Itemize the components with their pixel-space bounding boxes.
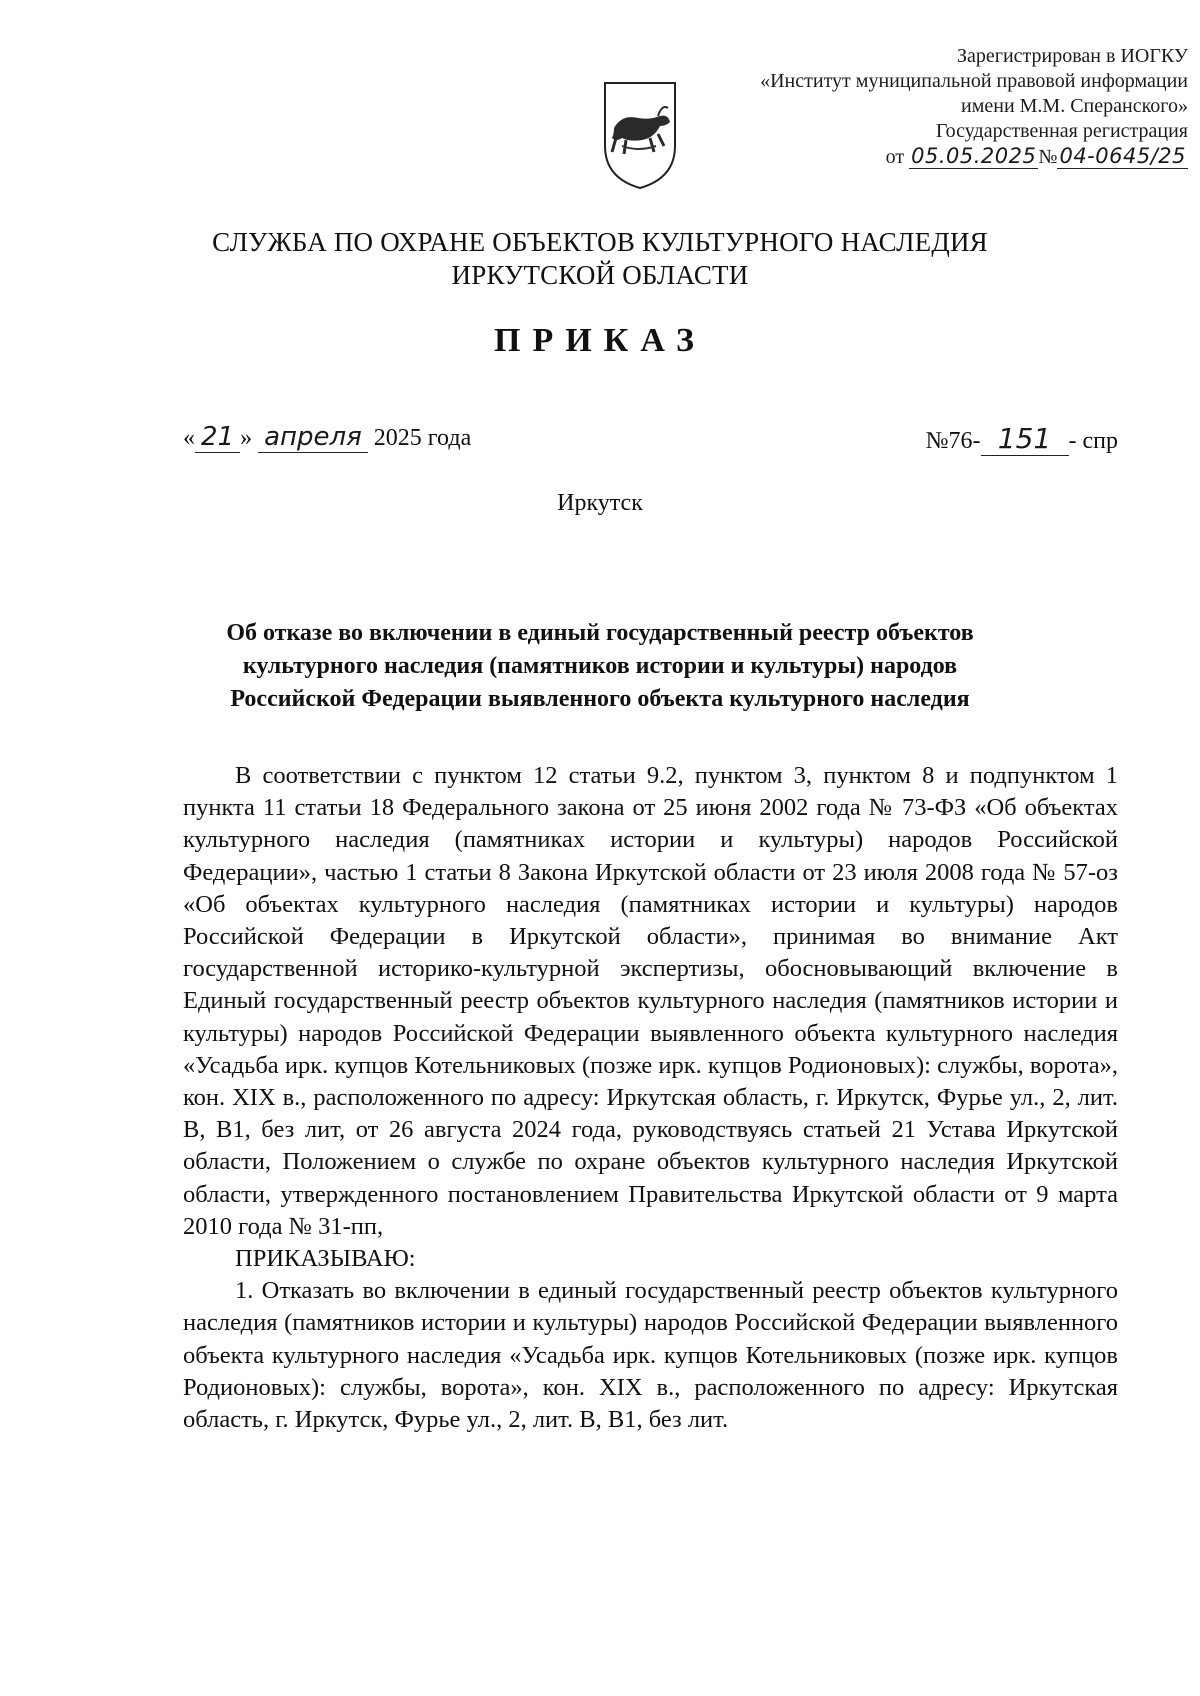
document-type: ПРИКАЗ xyxy=(494,322,706,359)
order-word: ПРИКАЗЫВАЮ: xyxy=(235,1245,416,1273)
registration-line-2: «Институт муниципальной правовой информации xyxy=(760,70,1188,92)
date-open-quote: « xyxy=(183,425,195,451)
document-body xyxy=(183,760,1118,1436)
document-date xyxy=(183,422,471,452)
irkutsk-coat-of-arms-icon xyxy=(602,80,678,190)
registration-stamp xyxy=(628,44,1188,170)
registration-from-label: от xyxy=(885,146,905,168)
number-value: 151 xyxy=(981,422,1069,456)
agency-name xyxy=(0,226,1200,292)
order-item-1: 1. Отказать во включении в единый государственный реестр объектов культурного наследия (памятников истории и культуры) народов Российской Федерации выявленного объекта культурного наследия «Усадьба ирк. купцов Котельниковых (позже ирк. купцов Родионовых): службы, ворота», кон. XIX в., расположенного по адресу: Иркутская область, г. Иркутск, Фурье ул., 2, лит. В, В1, без лит. xyxy=(183,1277,1118,1434)
document-number xyxy=(926,422,1118,456)
registration-line-3: имени М.М. Сперанского» xyxy=(961,95,1188,117)
registration-date: 05.05.2025 xyxy=(911,144,1037,168)
date-year: 2025 года xyxy=(373,425,472,451)
title-line-2: культурного наследия (памятников истории и культуры) народов xyxy=(242,653,958,679)
agency-line-1: СЛУЖБА ПО ОХРАНЕ ОБЪЕКТОВ КУЛЬТУРНОГО НАСЛЕДИЯ xyxy=(212,227,988,257)
preamble-paragraph: В соответствии с пунктом 12 статьи 9.2, пунктом 3, пунктом 8 и подпунктом 1 пункта 11 статьи 18 Федерального закона от 25 июня 2002 года № 73-ФЗ «Об объектах культурного наследия (памятниках истории и культуры) народов Российской Федерации», частью 1 статьи 8 Закона Иркутской области от 23 июля 2008 года № 57-оз «Об объектах культурного наследия (памятниках истории и культуры) народов Российской Федерации в Иркутской области», принимая во внимание Акт государственной историко-культурной экспертизы, обосновывающий включение в Единый государственный реестр объектов культурного наследия (памятников истории и культуры) народов Российской Федерации выявленного объекта культурного наследия «Усадьба ирк. купцов Котельниковых (позже ирк. купцов Родионовых): службы, ворота», кон. XIX в., расположенного по адресу: Иркутская область, г. Иркутск, Фурье ул., 2, лит. В, В1, без лит, от 26 августа 2024 года, руководствуясь статьей 21 Устава Иркутской области, Положением о службе по охране объектов культурного наследия Иркутской области, утвержденного постановлением Правительства Иркутской области от 9 марта 2010 года № 31-пп, xyxy=(183,762,1118,1240)
registration-line-1: Зарегистрирован в ИОГКУ xyxy=(957,45,1188,67)
date-day: 21 xyxy=(195,422,240,453)
registration-number: 04-0645/25 xyxy=(1059,144,1186,168)
title-line-1: Об отказе во включении в единый государственный реестр объектов xyxy=(226,620,974,646)
document-title xyxy=(100,617,1100,716)
agency-line-2: ИРКУТСКОЙ ОБЛАСТИ xyxy=(451,260,749,290)
registration-date-number xyxy=(628,144,1188,170)
city: Иркутск xyxy=(557,490,643,516)
title-line-3: Российской Федерации выявленного объекта культурного наследия xyxy=(230,686,970,712)
number-suffix: - спр xyxy=(1068,428,1118,454)
date-close-quote: » xyxy=(240,425,253,451)
date-month: апреля xyxy=(258,422,368,453)
number-prefix: №76- xyxy=(925,428,981,454)
registration-line-4: Государственная регистрация xyxy=(935,120,1188,142)
registration-number-label: № xyxy=(1038,146,1058,168)
